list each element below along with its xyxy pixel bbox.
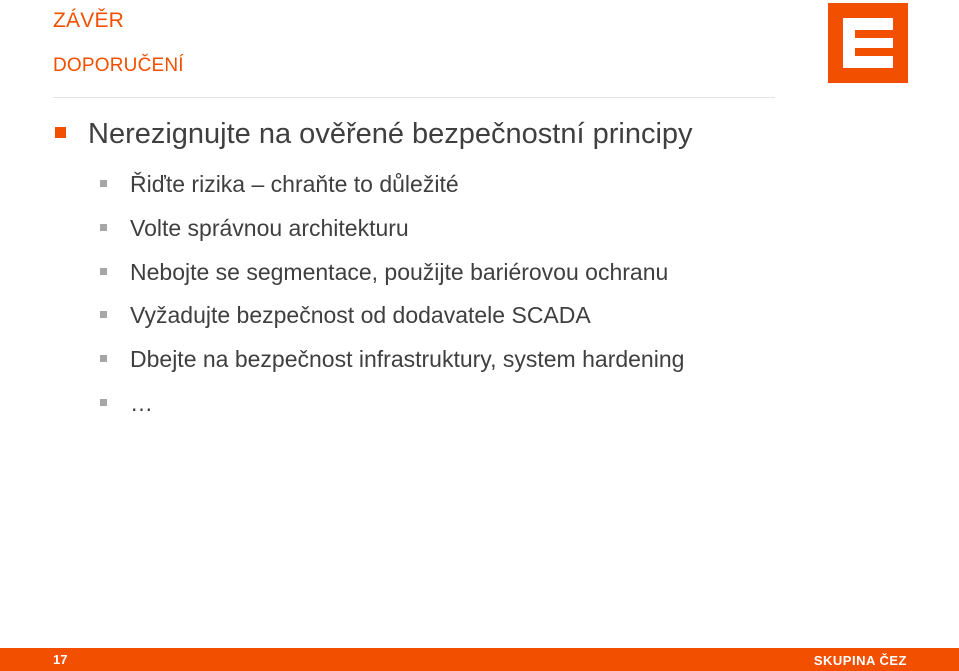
sub-point-text: Volte správnou architekturu bbox=[130, 214, 409, 241]
section-title: ZÁVĚR bbox=[53, 9, 125, 32]
sub-bullet-icon bbox=[100, 399, 107, 406]
page-number: 17 bbox=[53, 652, 68, 667]
sub-bullet-icon bbox=[100, 224, 107, 231]
sub-point-text: Vyžadujte bezpečnost od dodavatele SCADA bbox=[130, 302, 591, 329]
sub-point-text: Řiďte rizika – chraňte to důležité bbox=[130, 171, 459, 197]
sub-point-text: … bbox=[130, 389, 153, 416]
sub-point-text: Dbejte na bezpečnost infrastruktury, system hardening bbox=[130, 346, 685, 373]
cez-logo-graphic bbox=[828, 3, 908, 83]
main-bullet-icon bbox=[55, 127, 66, 138]
sub-bullet-icon bbox=[100, 311, 107, 318]
footer-bar bbox=[0, 648, 959, 671]
sub-bullet-icon bbox=[100, 268, 107, 275]
main-point-text: Nerezignujte na ověřené bezpečnostní principy bbox=[88, 118, 693, 150]
cez-logo-icon bbox=[828, 3, 908, 83]
sub-bullet-icon bbox=[100, 180, 107, 187]
sub-point-text: Nebojte se segmentace, použijte bariérovou ochranu bbox=[130, 258, 669, 285]
footer-brand-label: SKUPINA ČEZ bbox=[813, 653, 907, 668]
header-divider bbox=[53, 97, 775, 98]
sub-bullet-icon bbox=[100, 355, 107, 362]
slide-subtitle: DOPORUČENÍ bbox=[53, 55, 184, 76]
